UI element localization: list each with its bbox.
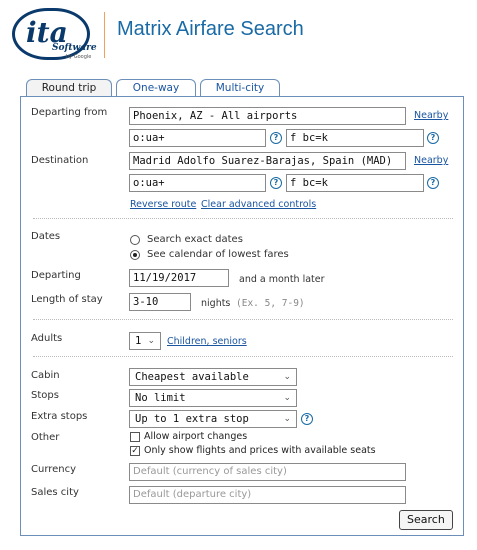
header: [0, 0, 477, 70]
help-icon[interactable]: ?: [427, 132, 439, 144]
origin-input[interactable]: Phoenix, AZ - All airports: [129, 107, 406, 125]
extra-stops-label: Extra stops: [31, 411, 88, 422]
origin-nearby-link[interactable]: Nearby: [414, 110, 449, 121]
destination-nearby-link[interactable]: Nearby: [414, 155, 449, 166]
search-form: [20, 96, 464, 536]
stops-value: No limit: [135, 392, 186, 404]
destination-input[interactable]: Madrid Adolfo Suarez-Barajas, Spain (MAD): [129, 152, 406, 170]
origin-extension-input[interactable]: f bc=k: [286, 129, 424, 147]
origin-routing-input[interactable]: o:ua+: [129, 129, 266, 147]
tab-round-trip[interactable]: Round trip: [26, 79, 112, 98]
currency-label: Currency: [31, 464, 77, 475]
help-icon[interactable]: ?: [301, 413, 313, 425]
help-icon[interactable]: ?: [270, 132, 282, 144]
stops-select[interactable]: [129, 389, 297, 407]
section-divider: [33, 356, 453, 357]
dates-label: Dates: [31, 231, 61, 242]
sales-city-label: Sales city: [31, 487, 79, 498]
ita-software-logo[interactable]: [12, 8, 97, 64]
exact-dates-label: Search exact dates: [147, 234, 243, 245]
departure-date-suffix: and a month later: [239, 274, 325, 285]
logo-subtext: Software: [52, 43, 97, 53]
extra-stops-select[interactable]: [129, 410, 297, 428]
chevron-down-icon: ⌄: [283, 372, 291, 382]
cabin-select[interactable]: [129, 368, 297, 386]
tab-multi-city[interactable]: Multi-city: [200, 79, 280, 96]
adults-select[interactable]: [129, 332, 161, 350]
search-button[interactable]: Search: [399, 510, 453, 530]
calendar-label: See calendar of lowest fares: [147, 249, 289, 260]
stay-hint: (Ex. 5, 7-9): [236, 298, 305, 309]
section-divider: [33, 218, 453, 219]
departing-from-label: Departing from: [31, 107, 108, 118]
exact-dates-radio[interactable]: [130, 235, 140, 245]
section-divider: [33, 319, 453, 320]
cabin-value: Cheapest available: [135, 371, 249, 383]
departure-date-input[interactable]: 11/19/2017: [129, 269, 229, 287]
header-divider: [104, 12, 105, 58]
destination-label: Destination: [31, 155, 89, 166]
tab-one-way[interactable]: One-way: [116, 79, 196, 96]
chevron-down-icon: ⌄: [283, 393, 291, 403]
chevron-down-icon: ⌄: [283, 414, 291, 424]
extra-stops-value: Up to 1 extra stop: [135, 413, 249, 425]
help-icon[interactable]: ?: [270, 177, 282, 189]
reverse-route-link[interactable]: Reverse route: [130, 199, 197, 210]
stops-label: Stops: [31, 390, 59, 401]
allow-airport-changes-label: Allow airport changes: [144, 431, 248, 442]
adults-value: 1: [135, 335, 142, 347]
available-seats-label: Only show flights and prices with available seats: [144, 445, 376, 456]
other-label: Other: [31, 432, 60, 443]
clear-advanced-link[interactable]: Clear advanced controls: [201, 199, 317, 210]
destination-extension-input[interactable]: f bc=k: [286, 174, 424, 192]
available-seats-checkbox[interactable]: ✓: [131, 446, 139, 456]
logo-byline: by Google: [66, 54, 92, 60]
sales-city-input[interactable]: Default (departure city): [129, 486, 406, 504]
adults-label: Adults: [31, 333, 63, 344]
length-of-stay-input[interactable]: 3-10: [129, 293, 191, 311]
length-of-stay-label: Length of stay: [31, 294, 103, 305]
destination-routing-input[interactable]: o:ua+: [129, 174, 266, 192]
departing-label: Departing: [31, 270, 81, 281]
logo-text: ita: [26, 16, 68, 49]
cabin-label: Cabin: [31, 370, 60, 381]
currency-input[interactable]: Default (currency of sales city): [129, 463, 406, 481]
nights-label: nights: [201, 298, 231, 309]
chevron-down-icon: ⌄: [147, 336, 155, 346]
help-icon[interactable]: ?: [427, 177, 439, 189]
calendar-radio[interactable]: [130, 250, 140, 260]
allow-airport-changes-checkbox[interactable]: [130, 432, 140, 442]
page-title: Matrix Airfare Search: [117, 18, 304, 40]
children-seniors-link[interactable]: Children, seniors: [167, 336, 247, 347]
